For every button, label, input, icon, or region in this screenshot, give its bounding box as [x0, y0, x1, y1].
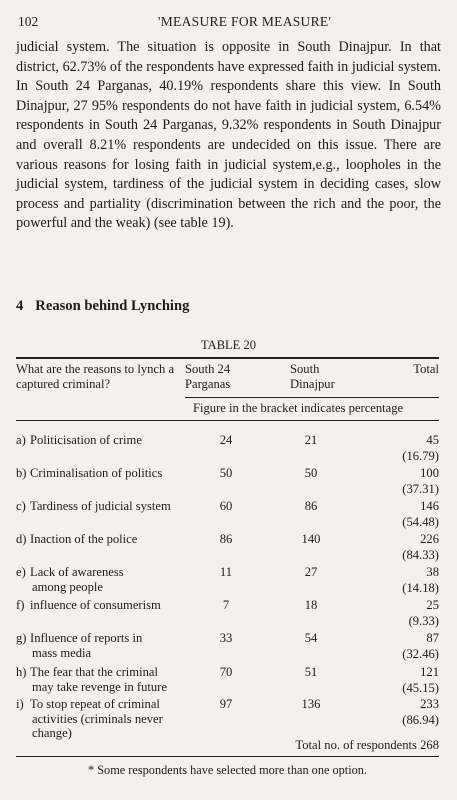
- table-question-header: What are the reasons to lynch a captured criminal?: [16, 362, 175, 391]
- table-caption: TABLE 20: [201, 338, 256, 352]
- value-south-24-parganas: 24: [219, 433, 233, 447]
- table-header-bottom-rule: [16, 420, 439, 421]
- page-number: 102: [18, 14, 39, 29]
- value-percentage: (86.94): [402, 713, 439, 727]
- body-paragraph: judicial system. The situation is opposite in South Dinajpur. In that district, 62.73% of the respondents have expressed faith in judicial system. In South 24 Parganas, 40.19% respondents share this view. In South Dinajpur, 27 95% respondents do not have faith in judicial system, 6.54% respondents in South 24 Parganas, 9.32% respondents in South Dinajpur and overall 8.21% respondents are undecided on this issue. There are various reasons for losing faith in judicial system,e.g., loopholes in the judicial system, tardiness of the judicial system in deciding cases, slow process and partiality (discrimination between the rich and the poor, the powerful and the weak) (see table 19).: [16, 39, 441, 232]
- value-south-24-parganas: 97: [219, 697, 233, 711]
- col-header-total: Total: [413, 362, 439, 376]
- row-label: [16, 466, 186, 481]
- value-total: 146: [420, 499, 439, 513]
- value-south-24-parganas: 33: [219, 631, 233, 645]
- row-key: h): [16, 665, 27, 679]
- row-label-text: The fear that the criminal: [30, 665, 158, 679]
- value-percentage: (9.33): [408, 614, 439, 628]
- value-south-24-parganas: 86: [219, 532, 233, 546]
- table-top-rule: [16, 357, 439, 359]
- value-total: 45: [426, 433, 439, 447]
- row-key: a): [16, 433, 26, 447]
- col-header-south-24-parganas: South 24 Parganas: [185, 362, 231, 391]
- row-key: c): [16, 499, 26, 513]
- table-subheader: Figure in the bracket indicates percentage: [193, 401, 404, 415]
- row-key: g): [16, 631, 27, 645]
- col-header-south-dinajpur: South Dinajpur: [290, 362, 335, 391]
- row-label: [16, 532, 186, 547]
- row-label-continuation: activities (criminals never change): [32, 711, 163, 740]
- row-label-continuation: may take revenge in future: [32, 679, 167, 694]
- section-number: 4: [16, 298, 24, 314]
- table-footnote: * Some respondents have selected more than one option.: [88, 763, 367, 777]
- row-key: d): [16, 532, 27, 546]
- value-south-dinajpur: 18: [304, 598, 318, 612]
- subheader-rule: [185, 397, 439, 398]
- row-key: b): [16, 466, 27, 480]
- row-label-continuation: among people: [32, 579, 103, 594]
- value-total: 121: [420, 665, 439, 679]
- value-south-24-parganas: 60: [219, 499, 233, 513]
- table-bottom-rule: [16, 756, 439, 757]
- value-total: 38: [426, 565, 439, 579]
- value-south-24-parganas: 70: [219, 665, 233, 679]
- row-label-text: Inaction of the police: [30, 532, 138, 546]
- value-percentage: (16.79): [402, 449, 439, 463]
- row-label-text: Politicisation of crime: [30, 433, 142, 447]
- value-south-dinajpur: 50: [304, 466, 318, 480]
- value-south-dinajpur: 21: [304, 433, 318, 447]
- row-label: [16, 499, 186, 514]
- value-south-dinajpur: 86: [304, 499, 318, 513]
- value-percentage: (45.15): [402, 681, 439, 695]
- row-key: e): [16, 565, 26, 579]
- value-south-24-parganas: 50: [219, 466, 233, 480]
- page-header: [18, 14, 439, 32]
- section-heading: [16, 298, 189, 315]
- row-label: [16, 565, 186, 594]
- value-percentage: (32.46): [402, 647, 439, 661]
- row-label-text: To stop repeat of criminal: [30, 697, 160, 711]
- value-south-dinajpur: 27: [304, 565, 318, 579]
- row-label-text: influence of consumerism: [30, 598, 161, 612]
- value-total: 226: [420, 532, 439, 546]
- value-south-dinajpur: 51: [304, 665, 318, 679]
- value-total: 87: [426, 631, 439, 645]
- value-south-24-parganas: 7: [222, 598, 230, 612]
- value-total: 25: [426, 598, 439, 612]
- row-label: [16, 598, 186, 613]
- total-respondents: Total no. of respondents 268: [295, 738, 439, 752]
- row-label-text: Lack of awareness: [30, 565, 124, 579]
- row-key: f): [16, 598, 25, 612]
- value-percentage: (37.31): [402, 482, 439, 496]
- row-label: [16, 665, 186, 694]
- value-south-dinajpur: 54: [304, 631, 318, 645]
- value-percentage: (84.33): [402, 548, 439, 562]
- running-title: 'MEASURE FOR MEASURE': [158, 14, 332, 29]
- row-label-text: Criminalisation of politics: [30, 466, 163, 480]
- value-percentage: (54.48): [402, 515, 439, 529]
- value-total: 100: [420, 466, 439, 480]
- value-south-24-parganas: 11: [219, 565, 233, 579]
- row-key: i): [16, 697, 24, 711]
- value-total: 233: [420, 697, 439, 711]
- value-south-dinajpur: 136: [301, 697, 321, 711]
- row-label-text: Tardiness of judicial system: [30, 499, 171, 513]
- row-label-continuation: mass media: [32, 645, 92, 660]
- row-label: [16, 631, 186, 660]
- body-paragraph-block: [16, 38, 441, 234]
- value-percentage: (14.18): [402, 581, 439, 595]
- row-label-text: Influence of reports in: [30, 631, 143, 645]
- row-label: [16, 697, 186, 741]
- section-title: Reason behind Lynching: [35, 298, 190, 314]
- row-label: [16, 433, 186, 448]
- value-south-dinajpur: 140: [301, 532, 321, 546]
